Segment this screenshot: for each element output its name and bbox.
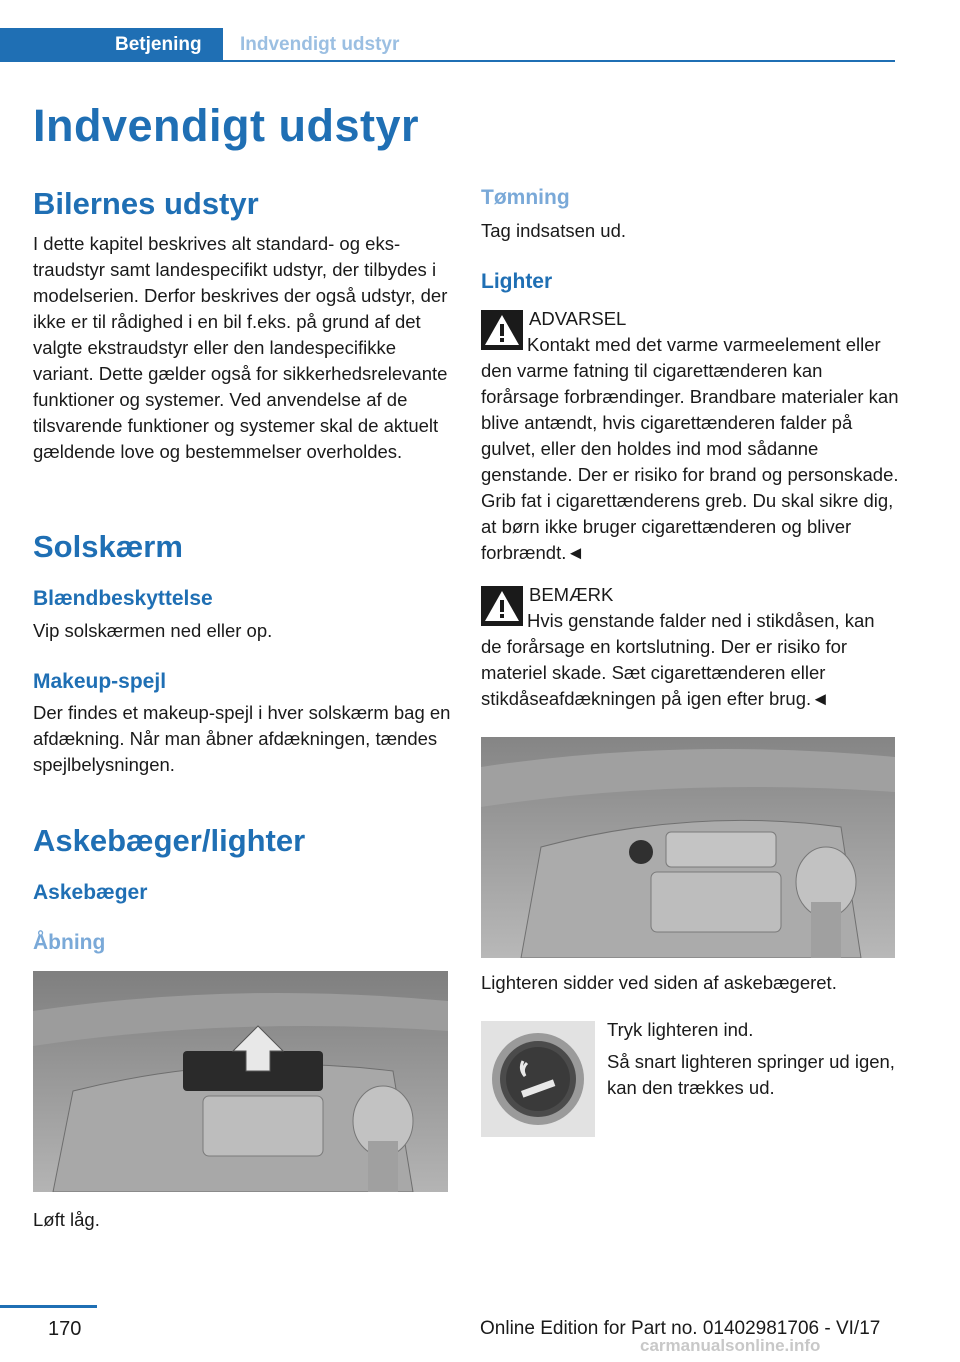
lighter-location-photo xyxy=(481,737,895,958)
heading-askebaeger: Askebæger xyxy=(33,881,148,904)
page-title: Indvendigt udstyr xyxy=(33,100,420,151)
ashtray-opening-photo xyxy=(33,971,448,1192)
blaendbeskyttelse-text: Vip solskærmen ned eller op. xyxy=(33,620,273,641)
page-number: 170 xyxy=(48,1318,82,1340)
lighter-icon xyxy=(481,1021,595,1137)
warning-heading: ADVARSEL xyxy=(529,308,627,329)
ashtray-photo-caption: Løft låg. xyxy=(33,1209,100,1230)
notice-heading: BEMÆRK xyxy=(529,584,614,605)
heading-aabning: Åbning xyxy=(33,931,106,954)
tab-indvendigt-udstyr[interactable]: Indvendigt udstyr xyxy=(240,34,400,55)
bilernes-udstyr-text: I dette kapitel beskrives alt standard- og ekstraudstyr samt landespecifikt udstyr, der tilbydes i modelserien. Derfor beskrives der også udstyr, der ikke er til rådighed i en bil f.eks. på grund af det valgte ekstraudstyr eller den landespecifikke variant. Dette gælder også for sikkerhedsrelevante funktioner og systemer. Ved anvendelse af de tilsvarende funktioner og systemer skal de aktuelt gældende love og bestemmelser overholdes. xyxy=(33,233,448,462)
section-askebaeger-lighter: Askebæger/lighter xyxy=(33,823,306,858)
lighter-photo-caption: Lighteren sidder ved siden af askebægeret. xyxy=(481,972,837,993)
footer-rule xyxy=(0,1305,97,1308)
heading-lighter: Lighter xyxy=(481,270,553,293)
heading-blaendbeskyttelse: Blændbeskyttelse xyxy=(33,587,213,610)
edition-label: Online Edition for Part no. 01402981706 - VI/17 xyxy=(480,1318,881,1339)
notice-text: Hvis genstande falder ned i stikdåsen, kan de forårsage en kortslutning. Der er risiko for materiel skade. Sæt cigarettænderen eller stikdåseafdækningen på igen efter brug.◄ xyxy=(481,610,875,709)
heading-makeup-spejl: Makeup-spejl xyxy=(33,670,167,693)
toemning-text: Tag indsatsen ud. xyxy=(481,220,627,241)
header-tabbar xyxy=(0,28,895,62)
tab-betjening[interactable]: Betjening xyxy=(0,28,223,60)
warning-text: Kontakt med det varme varmeelement eller den varme fatning til cigarettænderen kan forårsage forbrændinger. Brandbare materialer kan blive antændt, hvis cigarettænderen falder på gulvet, eller den holdes ind mod sådanne genstande. Der er risiko for brand og personskade. Grib fat i cigarettænderens greb. Du skal sikre dig, at børn ikke bruger cigarettænderen og bliver forbrændt.◄ xyxy=(481,334,899,563)
notice-triangle-icon xyxy=(481,586,523,626)
warning-box xyxy=(481,306,899,566)
warning-triangle-icon xyxy=(481,310,523,350)
watermark: carmanualsonline.info xyxy=(640,1336,821,1355)
notice-box xyxy=(481,582,899,712)
section-solskaerm: Solskærm xyxy=(33,529,183,564)
heading-toemning: Tømning xyxy=(481,186,570,209)
lighter-step-1: Tryk lighteren ind. xyxy=(607,1019,754,1040)
section-bilernes-udstyr: Bilernes udstyr xyxy=(33,186,259,221)
makeup-spejl-text: Der findes et makeup-spejl i hver solskærm bag en afdækning. Når man åbner afdækningen, tændes spejlbelysningen. xyxy=(33,702,451,775)
lighter-step-2: Så snart lighteren springer ud igen, kan den trækkes ud. xyxy=(607,1051,895,1098)
